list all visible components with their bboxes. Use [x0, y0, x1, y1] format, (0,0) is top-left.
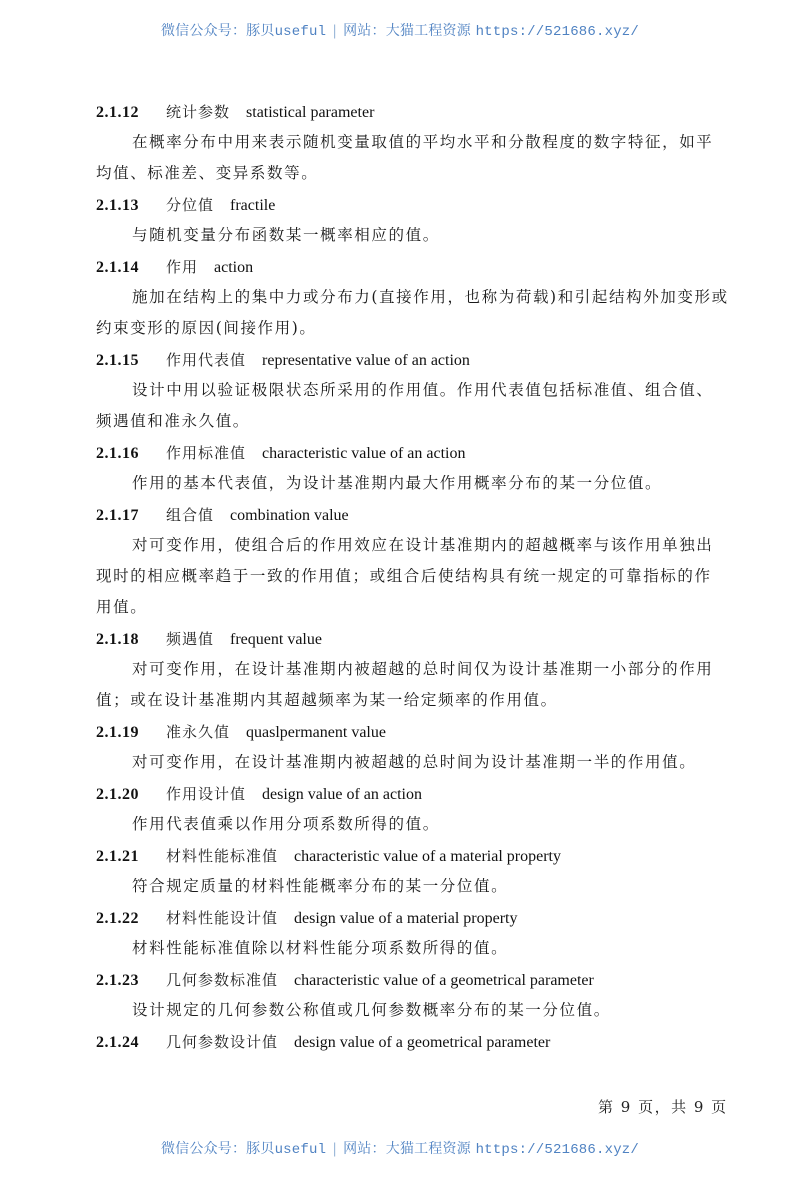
- term-definition-line: 现时的相应概率趋于一致的作用值；或组合后使结构具有统一规定的可靠指标的作: [96, 567, 712, 585]
- term-english: action: [214, 259, 254, 276]
- term-english: design value of a geometrical parameter: [294, 1034, 551, 1051]
- wechat-name: useful: [274, 24, 327, 40]
- term-definition-line: 施加在结构上的集中力或分布力(直接作用，也称为荷载)和引起结构外加变形或: [132, 288, 729, 306]
- wechat-label: 微信公众号：豚贝: [160, 23, 275, 39]
- term-english: combination value: [230, 507, 349, 524]
- term-number: 2.1.18: [96, 631, 139, 648]
- term-number: 2.1.17: [96, 507, 139, 524]
- term-definition-line: 设计规定的几何参数公称值或几何参数概率分布的某一分位值。: [132, 1001, 611, 1019]
- separator: |: [332, 1141, 338, 1157]
- term-heading: [96, 964, 746, 995]
- term-heading: [96, 623, 746, 654]
- term-english: characteristic value of a geometrical parameter: [294, 972, 594, 989]
- term-heading: [96, 902, 746, 933]
- footer-watermark: [0, 1138, 800, 1158]
- term-number: 2.1.16: [96, 445, 139, 462]
- term-definition-line: 符合规定质量的材料性能概率分布的某一分位值。: [132, 877, 509, 895]
- term-heading: [96, 499, 746, 530]
- term-heading: [96, 251, 746, 282]
- term-chinese: 作用: [166, 258, 199, 276]
- term-number: 2.1.20: [96, 786, 139, 803]
- term-definition-line: 作用代表值乘以作用分项系数所得的值。: [132, 815, 440, 833]
- term-chinese: 材料性能标准值: [166, 847, 279, 865]
- term-chinese: 组合值: [166, 506, 215, 524]
- term-definition-line: 作用的基本代表值，为设计基准期内最大作用概率分布的某一分位值。: [132, 474, 663, 492]
- site-url[interactable]: https://521686.xyz/: [475, 24, 640, 40]
- term-english: quaslpermanent value: [246, 724, 386, 741]
- term-chinese: 作用代表值: [166, 351, 247, 369]
- term-number: 2.1.23: [96, 972, 139, 989]
- term-definition-line: 均值、标准差、变异系数等。: [96, 164, 319, 182]
- term-english: characteristic value of a material property: [294, 848, 561, 865]
- term-heading: [96, 437, 746, 468]
- term-chinese: 几何参数标准值: [166, 971, 279, 989]
- term-heading: [96, 778, 746, 809]
- term-chinese: 分位值: [166, 196, 215, 214]
- term-english: representative value of an action: [262, 352, 470, 369]
- term-definition-line: 值；或在设计基准期内其超越频率为某一给定频率的作用值。: [96, 691, 558, 709]
- site-url[interactable]: https://521686.xyz/: [475, 1142, 640, 1158]
- wechat-label: 微信公众号：豚贝: [160, 1141, 275, 1157]
- term-heading: [96, 189, 746, 220]
- term-number: 2.1.13: [96, 197, 139, 214]
- term-number: 2.1.19: [96, 724, 139, 741]
- term-chinese: 作用标准值: [166, 444, 247, 462]
- term-definition-line: 材料性能标准值除以材料性能分项系数所得的值。: [132, 939, 509, 957]
- term-chinese: 作用设计值: [166, 785, 247, 803]
- term-definition-line: 频遇值和准永久值。: [96, 412, 250, 430]
- term-chinese: 准永久值: [166, 723, 231, 741]
- header-watermark: [0, 20, 800, 40]
- term-definition-line: 对可变作用，在设计基准期内被超越的总时间为设计基准期一半的作用值。: [132, 753, 697, 771]
- site-label: 网站：大猫工程资源: [343, 1141, 471, 1157]
- term-number: 2.1.12: [96, 104, 139, 121]
- term-number: 2.1.14: [96, 259, 139, 276]
- term-chinese: 频遇值: [166, 630, 215, 648]
- term-heading: [96, 840, 746, 871]
- term-definition-line: 在概率分布中用来表示随机变量取值的平均水平和分散程度的数字特征，如平: [132, 133, 714, 151]
- term-english: frequent value: [230, 631, 322, 648]
- term-english: statistical parameter: [246, 104, 375, 121]
- document-body: [96, 96, 746, 1057]
- term-number: 2.1.21: [96, 848, 139, 865]
- term-english: fractile: [230, 197, 276, 214]
- term-chinese: 几何参数设计值: [166, 1033, 279, 1051]
- term-heading: [96, 716, 746, 747]
- term-definition-line: 与随机变量分布函数某一概率相应的值。: [132, 226, 440, 244]
- term-number: 2.1.15: [96, 352, 139, 369]
- term-chinese: 材料性能设计值: [166, 909, 279, 927]
- page-number: 第 9 页，共 9 页: [598, 1098, 728, 1116]
- term-definition-line: 约束变形的原因(间接作用)。: [96, 319, 317, 337]
- term-heading: [96, 1026, 746, 1057]
- term-number: 2.1.22: [96, 910, 139, 927]
- term-english: design value of a material property: [294, 910, 518, 927]
- term-chinese: 统计参数: [166, 103, 231, 121]
- separator: |: [332, 23, 338, 39]
- term-definition-line: 对可变作用，在设计基准期内被超越的总时间仅为设计基准期一小部分的作用: [132, 660, 714, 678]
- term-english: characteristic value of an action: [262, 445, 466, 462]
- term-definition-line: 设计中用以验证极限状态所采用的作用值。作用代表值包括标准值、组合值、: [132, 381, 714, 399]
- site-label: 网站：大猫工程资源: [343, 23, 471, 39]
- term-definition-line: 用值。: [96, 598, 148, 616]
- term-heading: [96, 344, 746, 375]
- term-heading: [96, 96, 746, 127]
- wechat-name: useful: [274, 1142, 327, 1158]
- term-number: 2.1.24: [96, 1034, 139, 1051]
- term-english: design value of an action: [262, 786, 422, 803]
- term-definition-line: 对可变作用，使组合后的作用效应在设计基准期内的超越概率与该作用单独出: [132, 536, 714, 554]
